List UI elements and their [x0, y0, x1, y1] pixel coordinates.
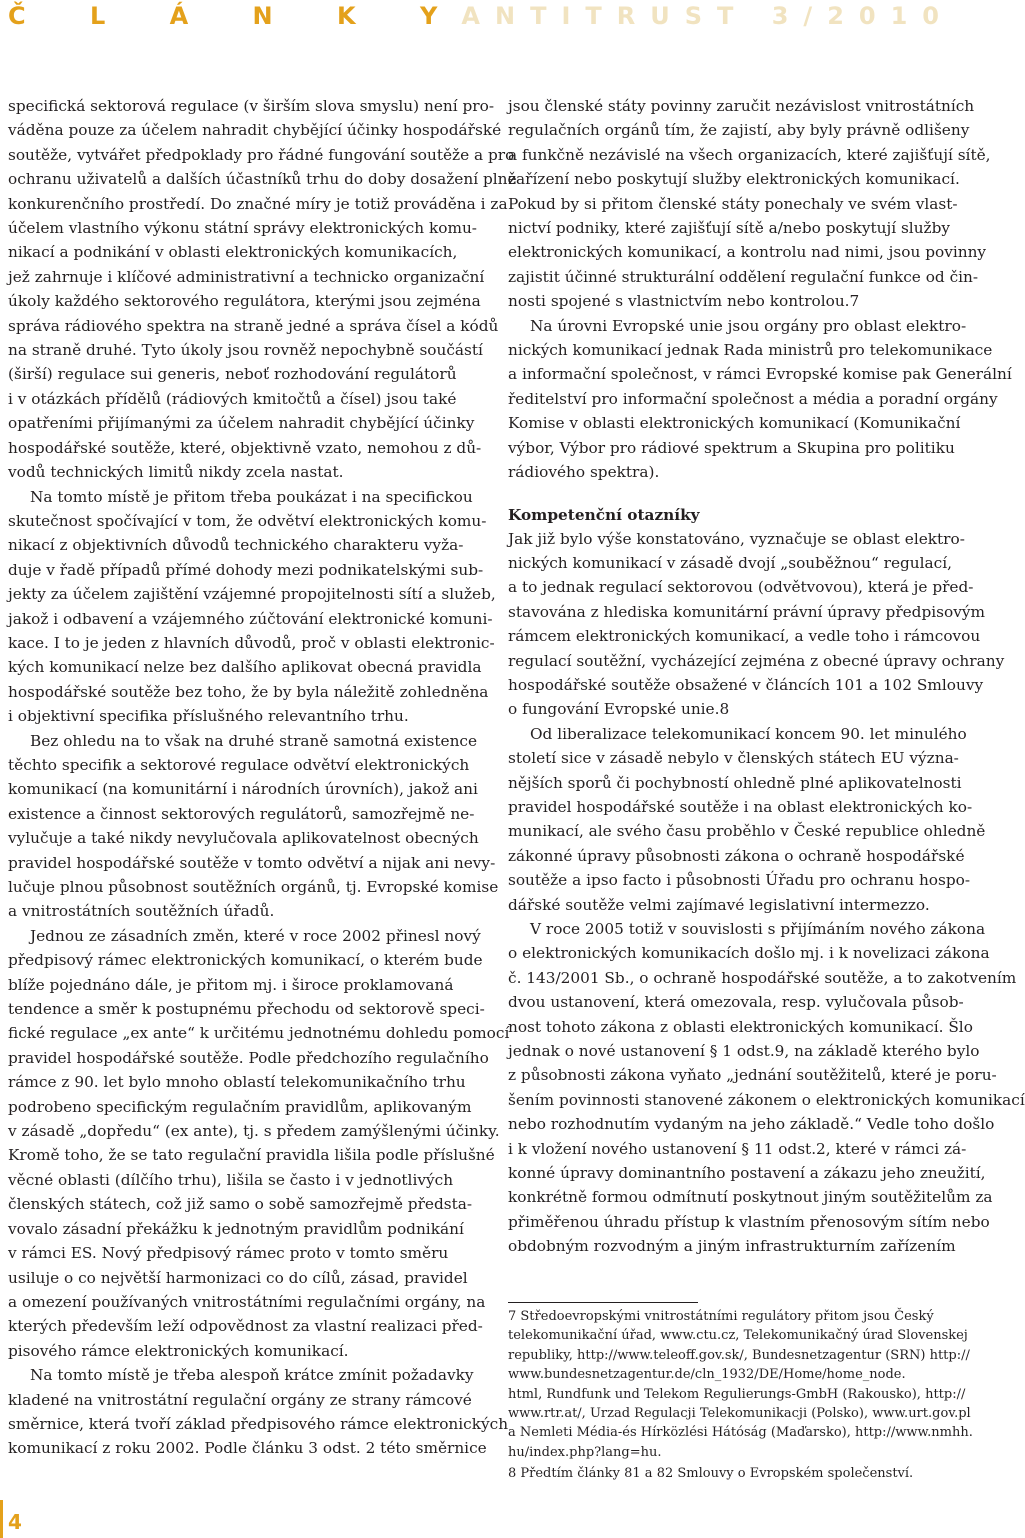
- text-line: směrnice, která tvoří základ předpisového rámce elektronických: [8, 1414, 509, 1433]
- footnotes: [508, 1302, 973, 1484]
- text-line: Na tomto místě je třeba alespoň krátce zmínit požadavky: [30, 1366, 474, 1385]
- text-line: Jak již bylo výše konstatováno, vyznačuje se oblast elektro-: [508, 529, 965, 548]
- text-line: jakož i odbavení a vzájemného zúčtování elektronické komuni-: [8, 609, 493, 628]
- page-header: [0, 0, 960, 32]
- text-line: účelem vlastního výkonu státní správy elektronických komu-: [8, 219, 477, 238]
- text-line: pravidel hospodářské soutěže i na oblast elektronických ko-: [508, 797, 973, 816]
- text-line: a vnitrostátních soutěžních úřadů.: [8, 902, 275, 921]
- text-line: ochranu uživatelů a dalších účastníků trhu do doby dosažení plně: [8, 170, 517, 189]
- text-line: existence a činnost sektorových regulátorů, samozřejmě ne-: [8, 804, 475, 823]
- text-line: Jednou ze zásadních změn, které v roce 2002 přinesl nový: [30, 926, 481, 945]
- text-line: vodů technických limitů nikdy zcela nastat.: [8, 463, 344, 482]
- text-line: těchto specifik a sektorové regulace odvětví elektronických: [8, 755, 470, 774]
- text-line: nických komunikací jednak Rada ministrů pro telekomunikace: [508, 341, 993, 360]
- text-line: o elektronických komunikacích došlo mj. i k novelizaci zákona: [508, 944, 990, 963]
- text-line: přiměřenou úhradu přístup k vlastním přenosovým sítím nebo: [508, 1212, 990, 1231]
- text-line: dvou ustanovení, která omezovala, resp. vylučovala působ-: [508, 993, 964, 1012]
- text-line: z působnosti zákona vyňato „jednání soutěžitelů, které je poru-: [508, 1066, 997, 1085]
- text-line: nebo rozhodnutím vydaným na jeho základě.“ Vedle toho došlo: [508, 1115, 995, 1134]
- text-line: a to jednak regulací sektorovou (odvětvovou), která je před-: [508, 578, 974, 597]
- text-line: a omezení používaných vnitrostátními regulačními orgány, na: [8, 1292, 486, 1311]
- footnote-line: a Nemleti Média-és Hírközlési Hátóság (Maďarsko), http://www.nmhh.: [508, 1425, 973, 1441]
- text-line: zákonné úpravy působnosti zákona o ochraně hospodářské: [508, 846, 965, 865]
- text-line: komunikací z roku 2002. Podle článku 3 odst. 2 této směrnice: [8, 1439, 487, 1458]
- footnote-line: hu/index.php?lang=hu.: [508, 1444, 662, 1460]
- text-line: kých komunikací nelze bez dalšího aplikovat obecná pravidla: [8, 658, 482, 677]
- text-line: i k vložení nového ustanovení § 11 odst.2, které v rámci zá-: [508, 1139, 967, 1158]
- text-line: rádiového spektra).: [508, 463, 660, 482]
- text-line: v zásadě „dopředu“ (ex ante), tj. s předem zamýšlenými účinky.: [8, 1122, 500, 1141]
- text-line: V roce 2005 totiž v souvislosti s přijímáním nového zákona: [530, 920, 986, 938]
- text-line: pravidel hospodářské soutěže. Podle předchozího regulačního: [8, 1048, 489, 1067]
- text-line: ředitelství pro informační společnost a média a poradní orgány: [508, 389, 998, 408]
- right-column-part-a: [508, 94, 1012, 485]
- text-line: jekty za účelem zajištění vzájemné propojitelnosti sítí a služeb,: [8, 585, 496, 604]
- text-line: elektronických komunikací, a kontrolu nad nimi, jsou povinny: [508, 243, 987, 262]
- text-line: hospodářské soutěže, které, objektivně vzato, nemohou z dů-: [8, 438, 482, 457]
- text-line: soutěže, vytvářet předpoklady pro řádné fungování soutěže a pro: [8, 145, 515, 164]
- text-line: jsou členské státy povinny zaručit nezávislost vnitrostátních: [508, 97, 975, 115]
- text-line: duje v řadě případů přímé dohody mezi podnikatelskými sub-: [8, 560, 484, 579]
- text-line: výbor, Výbor pro rádiové spektrum a Skupina pro politiku: [508, 438, 955, 457]
- section-title: Č L Á N K Y: [8, 2, 466, 30]
- text-line: regulací soutěžní, vycházející zejména z obecné úpravy ochrany: [508, 651, 1005, 670]
- text-line: nikací z objektivních důvodů technického charakteru vyža-: [8, 536, 464, 555]
- text-line: věcné oblasti (dílčího trhu), lišila se často i v jednotlivých: [8, 1170, 454, 1189]
- right-column: [508, 94, 1025, 1259]
- footnote-line: 8 Předtím články 81 a 82 Smlouvy o Evropském společenství.: [508, 1466, 914, 1482]
- footnote-line: html, Rundfunk und Telekom Regulierungs-GmbH (Rakousko), http://: [508, 1386, 966, 1402]
- text-line: vylučuje a také nikdy nevylučovala aplikovatelnost obecných: [8, 829, 479, 848]
- text-line: konkurenčního prostředí. Do značné míry je totiž prováděna i za: [8, 194, 508, 213]
- footnote-line: 7 Středoevropskými vnitrostátními regulátory přitom jsou Český: [508, 1309, 934, 1324]
- text-line: fické regulace „ex ante“ k určitému jednotnému dohledu pomocí: [8, 1024, 510, 1043]
- text-line: Na úrovni Evropské unie jsou orgány pro oblast elektro-: [530, 316, 967, 335]
- text-line: skutečnost spočívající v tom, že odvětví elektronických komu-: [8, 511, 487, 530]
- text-line: hospodářské soutěže bez toho, že by byla náležitě zohledněna: [8, 682, 489, 701]
- text-line: Bez ohledu na to však na druhé straně samotná existence: [30, 731, 478, 750]
- text-line: tendence a směr k postupnému přechodu od sektorově speci-: [8, 1000, 485, 1019]
- section-subheading: Kompetenční otazníky: [508, 505, 700, 524]
- right-column-part-b: [508, 527, 1025, 1259]
- text-line: o fungování Evropské unie.8: [508, 700, 730, 719]
- text-line: Od liberalizace telekomunikací koncem 90. let minulého: [530, 724, 967, 743]
- text-line: a informační společnost, v rámci Evropské komise pak Generální: [508, 365, 1012, 384]
- text-line: jednak o nové ustanovení § 1 odst.9, na základě kterého bylo: [508, 1042, 980, 1061]
- text-line: zařízení nebo poskytují služby elektronických komunikací.: [508, 170, 960, 189]
- text-line: č. 143/2001 Sb., o ochraně hospodářské soutěže, a to zakotvením: [508, 968, 1017, 987]
- text-line: soutěže a ipso facto i působnosti Úřadu pro ochranu hospo-: [508, 871, 971, 890]
- text-line: nictví podniky, které zajišťují sítě a/nebo poskytují služby: [508, 219, 951, 238]
- text-line: nějších sporů či pochybností ohledně plné aplikovatelnosti: [508, 773, 962, 792]
- text-line: konné úpravy dominantního postavení a zákazu jeho zneužití,: [508, 1164, 986, 1183]
- text-line: pisového rámce elektronických komunikací.: [8, 1341, 349, 1360]
- text-line: nických komunikací v zásadě dvojí „souběžnou“ regulací,: [508, 553, 952, 572]
- text-line: i objektivní specifika příslušného relevantního trhu.: [8, 707, 409, 726]
- text-line: kladené na vnitrostátní regulační orgány ze strany rámcové: [8, 1390, 472, 1409]
- text-line: pravidel hospodářské soutěže v tomto odvětví a nijak ani nevy-: [8, 853, 496, 872]
- issue-label: ANTITRUST 3/2010: [461, 2, 954, 30]
- text-line: Pokud by si přitom členské státy ponechaly ve svém vlast-: [508, 194, 958, 213]
- text-line: munikací, ale svého času proběhlo v České republice ohledně: [508, 822, 986, 841]
- text-line: správa rádiového spektra na straně jedné a správa čísel a kódů: [8, 316, 499, 335]
- text-line: a funkčně nezávislé na všech organizacích, které zajišťují sítě,: [508, 145, 991, 164]
- text-line: regulačních orgánů tím, že zajistí, aby byly právně odlišeny: [508, 121, 970, 140]
- text-line: století sice v zásadě nebylo v členských státech EU význa-: [508, 749, 959, 768]
- footnote-rule: [508, 1302, 698, 1303]
- text-line: kace. I to je jeden z hlavních důvodů, proč v oblasti elektronic-: [8, 633, 495, 652]
- left-column: [8, 94, 517, 1461]
- footnote-line: www.bundesnetzagentur.de/cln_1932/DE/Home/home_node.: [508, 1367, 906, 1383]
- text-line: usiluje o co největší harmonizaci co do cílů, zásad, pravidel: [8, 1268, 468, 1287]
- text-line: lučuje plnou působnost soutěžních orgánů, tj. Evropské komise: [8, 878, 499, 896]
- text-line: i v otázkách přídělů (rádiových kmitočtů a čísel) jsou také: [8, 389, 457, 408]
- footnote-list: [508, 1307, 973, 1484]
- text-line: předpisový rámec elektronických komunikací, o kterém bude: [8, 951, 483, 970]
- text-line: na straně druhé. Tyto úkoly jsou rovněž nepochybně součástí: [8, 341, 483, 360]
- text-line: Komise v oblasti elektronických komunikací (Komunikační: [508, 414, 961, 433]
- text-line: úkoly každého sektorového regulátora, kterými jsou zejména: [8, 292, 481, 311]
- text-line: nikací a podnikání v oblasti elektronických komunikacích,: [8, 243, 458, 262]
- text-line: obdobným rozvodným a jiným infrastrukturním zařízením: [508, 1237, 956, 1256]
- text-line: rámce z 90. let bylo mnoho oblastí telekomunikačního trhu: [8, 1073, 466, 1092]
- text-line: specifická sektorová regulace (v širším slova smyslu) není pro-: [8, 97, 494, 115]
- text-line: jež zahrnuje i klíčové administrativní a technicko organizační: [8, 267, 485, 286]
- text-line: rámcem elektronických komunikací, a vedle toho i rámcovou: [508, 627, 981, 646]
- footnote-line: www.rtr.at/, Urzad Regulacji Telekomunikacji (Polsko), www.urt.gov.pl: [508, 1406, 971, 1422]
- text-line: Na tomto místě je přitom třeba poukázat i na specifickou: [30, 487, 473, 506]
- text-line: nost tohoto zákona z oblasti elektronických komunikací. Šlo: [508, 1017, 973, 1036]
- footnote-line: republiky, http://www.teleoff.gov.sk/, Bundesnetzagentur (SRN) http://: [508, 1347, 970, 1363]
- footnote-line: telekomunikační úřad, www.ctu.cz, Telekomunikačný úrad Slovenskej: [508, 1328, 968, 1344]
- text-line: komunikací (na komunitární i národních úrovních), jakož ani: [8, 780, 478, 799]
- text-line: v rámci ES. Nový předpisový rámec proto v tomto směru: [8, 1244, 449, 1263]
- page-edge-marker: [0, 1500, 3, 1538]
- text-line: opatřeními přijímanými za účelem nahradit chybějící účinky: [8, 414, 475, 433]
- text-line: konkrétně formou odmítnutí poskytnout jiným soutěžitelům za: [508, 1188, 993, 1207]
- text-line: podrobeno specifickým regulačním pravidlům, aplikovaným: [8, 1097, 472, 1116]
- text-line: kterých především leží odpovědnost za vlastní realizaci před-: [8, 1317, 483, 1336]
- text-line: zajistit účinné strukturální oddělení regulační funkce od čin-: [508, 267, 979, 286]
- text-line: nosti spojené s vlastnictvím nebo kontrolou.7: [508, 292, 860, 311]
- text-line: hospodářské soutěže obsažené v článcích 101 a 102 Smlouvy: [508, 675, 984, 694]
- text-line: (širší) regulace sui generis, neboť rozhodování regulátorů: [8, 365, 457, 384]
- text-line: váděna pouze za účelem nahradit chybějící účinky hospodářské: [8, 121, 502, 140]
- text-line: šením povinnosti stanovené zákonem o elektronických komunikací: [508, 1090, 1025, 1109]
- text-line: vovalo zásadní překážku k jednotným pravidlům podnikání: [8, 1219, 464, 1238]
- text-line: dářské soutěže velmi zajímavé legislativní intermezzo.: [508, 895, 930, 914]
- text-line: Kromě toho, že se tato regulační pravidla lišila podle příslušné: [8, 1146, 495, 1165]
- page-number: 4: [8, 1510, 22, 1534]
- text-line: stavována z hlediska komunitární právní úpravy předpisovým: [508, 602, 986, 621]
- text-line: členských státech, což již samo o sobě samozřejmě předsta-: [8, 1195, 473, 1214]
- text-line: blíže pojednáno dále, je přitom mj. i široce proklamovaná: [8, 975, 454, 994]
